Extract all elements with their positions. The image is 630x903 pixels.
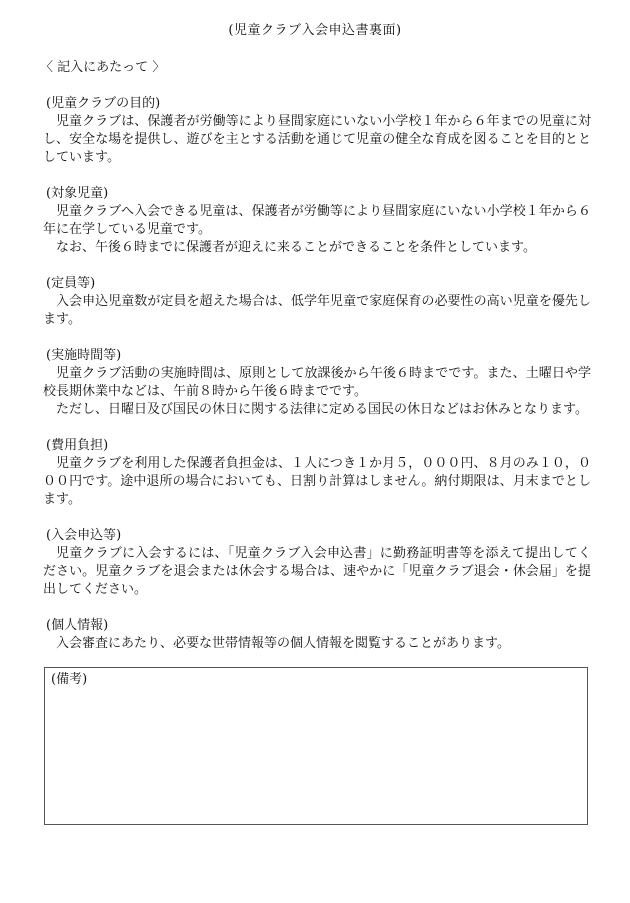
section-paragraph: 入会審査にあたり、必要な世帯情報等の個人情報を閲覧することがあります。 (56, 636, 510, 651)
section-paragraph: 児童クラブ活動の実施時間は、原則として放課後から午後６時までです。また、土曜日や学校長期休業中などは、午前８時から午後６時までです。 (43, 366, 591, 399)
section-paragraph: 児童クラブを利用した保護者負担金は、１人につき１か月５，０００円、８月のみ１０，０００円です。途中退所の場合においても、日割り計算はしません。納付期限は、月末までとします。 (43, 456, 591, 507)
page-title: (児童クラブ入会申込書裏面) (228, 23, 402, 38)
section-fees (43, 437, 591, 509)
section-personal-info (43, 617, 591, 653)
section-heading: (実施時間等) (46, 348, 122, 363)
section-paragraph: ただし、日曜日及び国民の休日に関する法律に定める国民の休日などはお休みとなります。 (56, 402, 588, 417)
section-heading: (入会申込等) (46, 528, 122, 543)
section-eligible-children (43, 185, 591, 257)
section-heading: (児童クラブの目的) (46, 96, 161, 111)
section-heading: (定員等) (46, 276, 96, 291)
section-purpose (43, 95, 591, 167)
section-heading: (対象児童) (46, 186, 109, 201)
section-application (43, 527, 591, 599)
section-paragraph: なお、午後６時までに保護者が迎えに来ることができることを条件としています。 (56, 240, 536, 255)
intro-heading: 〈 記入にあたって 〉 (40, 60, 166, 75)
section-paragraph: 児童クラブに入会するには、「児童クラブ入会申込書」に勤務証明書等を添えて提出してください。児童クラブを退会または休会する場合は、速やかに「児童クラブ退会・休会届」を提出してください。 (43, 546, 591, 597)
sections-container (43, 95, 591, 671)
section-heading: (個人情報) (46, 618, 109, 633)
section-paragraph: 入会申込児童数が定員を超えた場合は、低学年児童で家庭保育の必要性の高い児童を優先します。 (43, 294, 591, 327)
section-paragraph: 児童クラブへ入会できる児童は、保護者が労働等により昼間家庭にいない小学校１年から６年に在学している児童です。 (43, 204, 591, 237)
remarks-label: (備考) (51, 672, 88, 687)
section-heading: (費用負担) (46, 438, 109, 453)
section-hours (43, 347, 591, 419)
remarks-box[interactable] (44, 667, 588, 825)
section-capacity (43, 275, 591, 329)
section-paragraph: 児童クラブは、保護者が労働等により昼間家庭にいない小学校１年から６年までの児童に対し、安全な場を提供し、遊びを主とする活動を通じて児童の健全な育成を図ることを目的ととしています。 (43, 114, 591, 165)
